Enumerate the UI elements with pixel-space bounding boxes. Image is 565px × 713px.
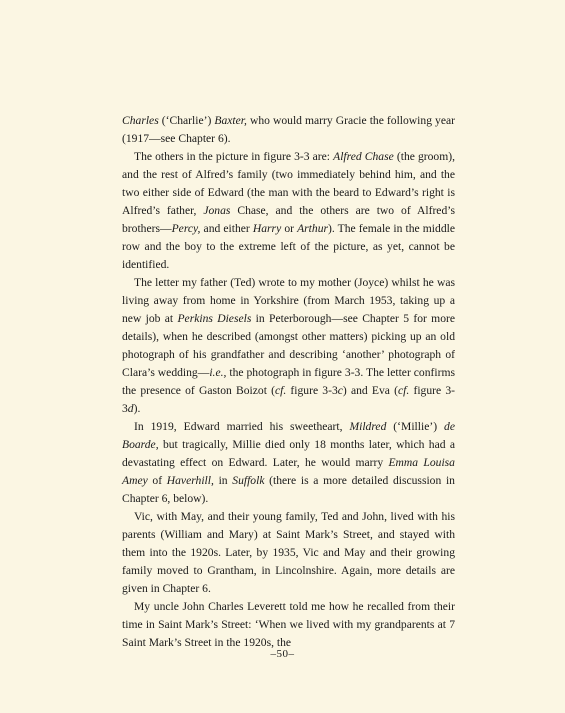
text-run: ). bbox=[133, 402, 141, 415]
italic-text-run: Emma Louisa Amey bbox=[122, 456, 455, 487]
italic-text-run: Mildred bbox=[349, 420, 387, 433]
text-run: (‘Charlie’) bbox=[158, 114, 215, 127]
italic-text-run: Alfred Chase bbox=[333, 150, 394, 163]
text-run: The letter my father (Ted) wrote to my mother (Joyce) whilst he was living away from home in Yorkshire (from March 1953, taking up a new job at bbox=[122, 276, 455, 325]
text-run: ). The female in the middle row and the boy to the extreme left of the picture, as yet, cannot be identified. bbox=[122, 222, 455, 271]
text-run: ) and Eva ( bbox=[342, 384, 398, 397]
italic-text-run: Baxter, bbox=[214, 114, 247, 127]
italic-text-run: Harry bbox=[252, 222, 282, 235]
text-run: in bbox=[213, 474, 233, 487]
italic-text-run: Arthur bbox=[297, 222, 328, 235]
italic-text-run: Suffolk bbox=[232, 474, 265, 487]
italic-text-run: Charles bbox=[122, 114, 159, 127]
italic-text-run: cf. bbox=[398, 384, 410, 397]
text-run: of bbox=[147, 474, 167, 487]
text-run: or bbox=[281, 222, 298, 235]
paragraph bbox=[122, 148, 455, 274]
italic-text-run: de Boarde, bbox=[122, 420, 455, 451]
paragraph bbox=[122, 418, 455, 508]
body-text bbox=[122, 112, 455, 652]
text-run: Vic, with May, and their young family, Ted and John, lived with his parents (William and Mary) at Saint Mark’s Street, and stayed with them into the 1920s. Later, by 1935, Vic and May and their growing family moved to Grantham, in Lincolnshire. Again, more details are given in Chapter 6. bbox=[122, 510, 455, 595]
paragraph bbox=[122, 508, 455, 598]
text-run: in Peterborough—see Chapter 5 for more details), when he described (amongst other matters) picking up an old photograph of his grandfather and describing ‘another’ photograph of Clara’s wedding— bbox=[122, 312, 455, 379]
italic-text-run: Perkins Diesels bbox=[177, 312, 252, 325]
page-number: –50– bbox=[270, 648, 295, 660]
text-run: Chase, and the others are two of Alfred’s brothers— bbox=[122, 204, 455, 235]
paragraph bbox=[122, 274, 455, 418]
italic-text-run: c bbox=[337, 384, 343, 397]
text-run: and either bbox=[200, 222, 253, 235]
text-run: figure 3-3 bbox=[122, 384, 455, 415]
italic-text-run: d bbox=[127, 402, 134, 415]
text-run: but tragically, Millie died only 18 months later, which had a devastating effect on Edward. Later, he would marry bbox=[122, 438, 455, 469]
italic-text-run: cf. bbox=[274, 384, 287, 397]
italic-text-run: Percy, bbox=[171, 222, 201, 235]
italic-text-run: i.e., bbox=[209, 366, 227, 379]
text-run: the photograph in figure 3-3. The letter confirms the presence of Gaston Boizot ( bbox=[122, 366, 455, 397]
italic-text-run: Haverhill, bbox=[166, 474, 214, 487]
italic-text-run: Jonas bbox=[203, 204, 231, 217]
paragraph bbox=[122, 598, 455, 652]
text-run: In 1919, Edward married his sweetheart, bbox=[134, 420, 350, 433]
text-run: figure 3-3 bbox=[286, 384, 338, 397]
text-run: who would marry Gracie the following year (1917—see Chapter 6). bbox=[122, 114, 455, 145]
text-run: (the groom), and the rest of Alfred’s family (two immediately behind him, and the two either side of Edward (the man with the beard to Edward’s right is Alfred’s father, bbox=[122, 150, 456, 217]
text-run: (there is a more detailed discussion in Chapter 6, below). bbox=[122, 474, 455, 505]
text-run: The others in the picture in figure 3-3 are: bbox=[134, 150, 334, 163]
text-run: My uncle John Charles Leverett told me how he recalled from their time in Saint Mark’s Street: ‘When we lived with my grandparents at 7 Saint Mark’s Street in the 1920s, the bbox=[122, 600, 455, 649]
text-run: (‘Millie’) bbox=[386, 420, 445, 433]
paragraph bbox=[122, 112, 455, 148]
